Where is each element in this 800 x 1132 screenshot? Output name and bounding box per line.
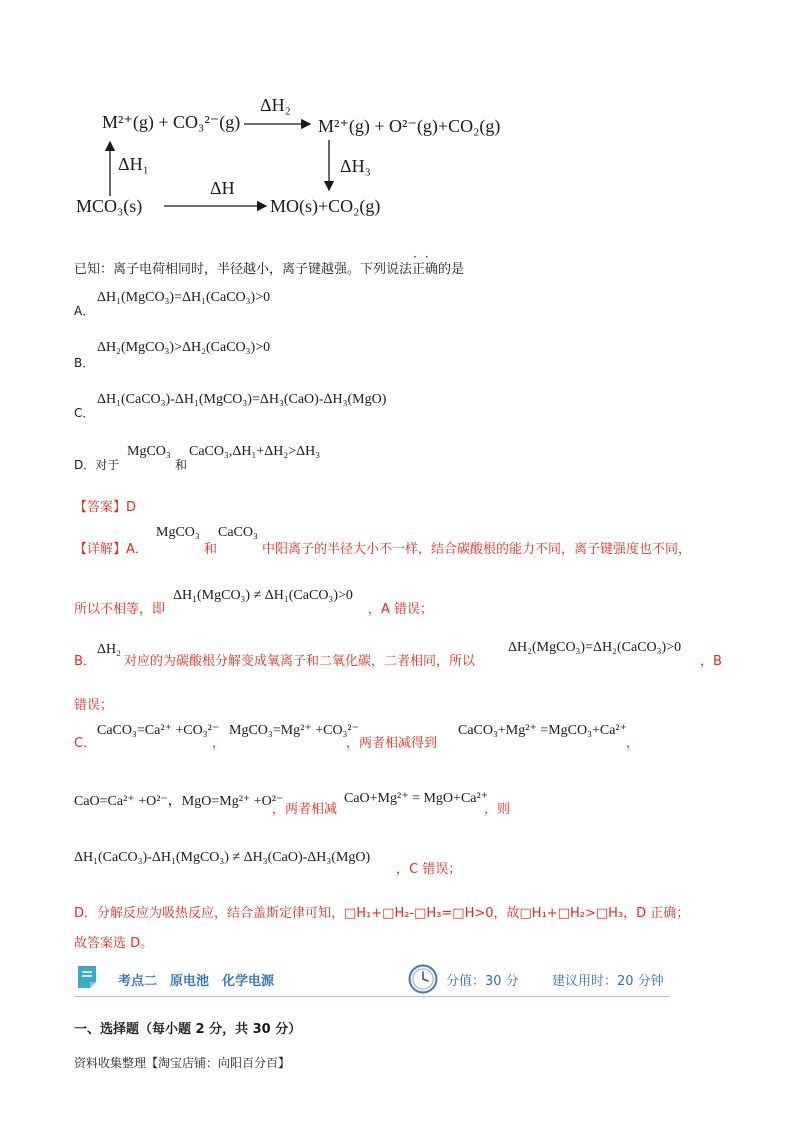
diagram-top-right: M²⁺(g) + O²⁻(g)+CO₂(g) (318, 116, 501, 136)
note-badge-icon (76, 964, 100, 990)
footer-text: 资料收集整理【淘宝店铺：向阳百分百】 (74, 1056, 291, 1070)
diagram-dH3-label: ΔH₃ (340, 156, 371, 176)
section-heading: 一、选择题（每小题 2 分，共 30 分） (74, 1022, 302, 1037)
expl-c-label: C． (74, 736, 97, 751)
expl-a2-text: 所以不相等，即 (74, 602, 166, 617)
expl-c-formula-1: CaCO₃=Ca²⁺ +CO₃²⁻ (97, 723, 220, 738)
expl-c-text: ，两者相减得到 (346, 736, 438, 751)
expl-b-formula-short: ΔH₂ (97, 642, 121, 657)
expl-b-label: B． (74, 654, 96, 669)
expl-b-text: 对应的为碳酸根分解变成氧离子和二氧化碳，二者相同，所以 (124, 654, 476, 669)
expl-c-comma: ， (212, 736, 226, 751)
expl-c-formula-3: CaCO₃+Mg²⁺ =MgCO₃+Ca²⁺ (458, 723, 628, 738)
option-d-formula-b: CaCO₃,ΔH₁+ΔH₂>ΔH₃ (189, 444, 321, 459)
option-b-formula: ΔH₂(MgCO₃)>ΔH₂(CaCO₃)>0 (97, 340, 271, 355)
expl-c2-text: ，两者相减 (272, 802, 338, 817)
expl-a-text: 中阳离子的半径大小不一样，结合碳酸根的能力不同，离子键强度也不同， (262, 542, 692, 557)
expl-c2-formula-1: CaO=Ca²⁺ +O²⁻，MgO=Mg²⁺ +O²⁻ (74, 794, 284, 809)
expl-a2-formula: ΔH₁(MgCO₃) ≠ ΔH₁(CaCO₃)>0 (173, 588, 353, 603)
expl-a-formula-2: CaCO₃ (218, 525, 258, 540)
expl-c2-tail: ，则 (484, 802, 511, 817)
explanation-head: 【详解】A． (74, 542, 148, 557)
expl-d-text: D．分解反应为吸热反应，结合盖斯定律可知，□H₁+□H₂-□H₃=□H>0，故□H₁+□H₂>□H₃，D 正确； (74, 906, 690, 921)
expl-conclusion: 故答案选 D。 (74, 936, 154, 951)
diagram-bottom-left: MCO₃(s) (76, 196, 143, 216)
expl-a-formula-1: MgCO₃ (156, 525, 200, 540)
option-b-label: B． (74, 356, 95, 370)
expl-a-and: 和 (204, 542, 218, 557)
option-c-label: C． (74, 406, 95, 420)
diagram-dH1-label: ΔH₁ (118, 154, 149, 174)
emphasis-dots: ·· (413, 250, 437, 264)
expl-c3-formula: ΔH₁(CaCO₃)-ΔH₁(MgCO₃) ≠ ΔH₃(CaO)-ΔH₃(MgO) (74, 850, 371, 865)
diagram-top-left: M²⁺(g) + CO₃²⁻(g) (102, 112, 241, 132)
expl-c-formula-2: MgCO₃=Mg²⁺ +CO₃²⁻ (229, 723, 360, 738)
section-header-score: 分值：30 分 (446, 974, 519, 989)
diagram-bottom-right: MO(s)+CO₂(g) (270, 196, 381, 216)
question-stem: 已知：离子电荷相同时，半径越小，离子键越强。下列说法正确的是 (74, 262, 465, 277)
option-c-formula: ΔH₁(CaCO₃)-ΔH₁(MgCO₃)=ΔH₃(CaO)-ΔH₃(MgO) (97, 392, 387, 407)
diagram-dH-label: ΔH (210, 178, 235, 198)
expl-b-formula: ΔH₂(MgCO₃)=ΔH₂(CaCO₃)>0 (508, 640, 682, 655)
diagram-dH2-label: ΔH₂ (260, 95, 291, 115)
expl-c3-tail: ，C 错误； (396, 862, 462, 877)
expl-c-tail: ， (626, 736, 640, 751)
expl-b-tail: ，B (700, 654, 722, 669)
option-d-formula-a: MgCO₃ (127, 444, 171, 459)
answer-label: 【答案】D (74, 500, 137, 515)
expl-a2-tail: ，A 错误； (368, 602, 434, 617)
section-header-title: 考点二 原电池 化学电源 (118, 974, 275, 989)
section-header-time: 建议用时：20 分钟 (552, 974, 664, 989)
expl-b2-text: 错误； (74, 698, 114, 713)
option-a-formula: ΔH₁(MgCO₃)=ΔH₁(CaCO₃)>0 (97, 290, 271, 305)
option-a-label: A． (74, 304, 95, 318)
option-d-and: 和 (175, 458, 188, 472)
clock-icon (408, 964, 438, 994)
diagram-arrows (0, 0, 800, 240)
option-d-label: D．对于 (74, 458, 120, 472)
section-header-divider (74, 996, 670, 997)
expl-c2-formula-2: CaO+Mg²⁺ = MgO+Ca²⁺ (344, 791, 489, 806)
